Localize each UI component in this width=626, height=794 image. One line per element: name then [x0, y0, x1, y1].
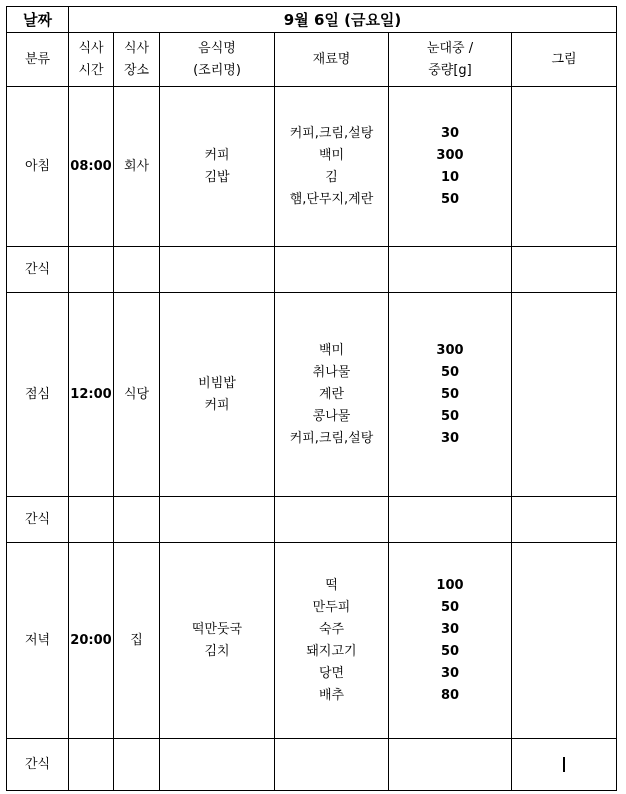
col-picture: 그림 [512, 33, 617, 87]
meal-row-lunch [7, 293, 617, 497]
meal-time [69, 739, 114, 791]
meal-row-dinner [7, 543, 617, 739]
ingredient-list: 떡 만두피 숙주 돼지고기 당면 배추 [275, 543, 389, 739]
column-header-row [7, 33, 617, 87]
meal-category: 간식 [7, 497, 69, 543]
meal-row-snack-1 [7, 247, 617, 293]
amount-list [389, 739, 512, 791]
meal-category: 간식 [7, 247, 69, 293]
meal-category: 점심 [7, 293, 69, 497]
food-list [160, 247, 275, 293]
meal-category: 아침 [7, 87, 69, 247]
meal-place [114, 739, 160, 791]
col-meal-place: 식사 장소 [114, 33, 160, 87]
picture-cell [512, 497, 617, 543]
picture-cell [512, 87, 617, 247]
col-food-name: 음식명 (조리명) [160, 33, 275, 87]
meal-place: 집 [114, 543, 160, 739]
amount-list [389, 497, 512, 543]
food-list: 커피 김밥 [160, 87, 275, 247]
meal-time [69, 247, 114, 293]
amount-list: 30 300 10 50 [389, 87, 512, 247]
food-list: 떡만둣국 김치 [160, 543, 275, 739]
amount-list [389, 247, 512, 293]
date-row [7, 7, 617, 33]
meal-time [69, 497, 114, 543]
meal-category: 저녁 [7, 543, 69, 739]
diet-record-table [6, 6, 617, 791]
text-cursor-icon [563, 757, 565, 772]
meal-time: 20:00 [69, 543, 114, 739]
food-list: 비빔밥 커피 [160, 293, 275, 497]
ingredient-list [275, 247, 389, 293]
meal-place: 회사 [114, 87, 160, 247]
picture-cell [512, 293, 617, 497]
amount-list: 300 50 50 50 30 [389, 293, 512, 497]
col-ingredients: 재료명 [275, 33, 389, 87]
ingredient-list [275, 497, 389, 543]
meal-place: 식당 [114, 293, 160, 497]
col-category: 분류 [7, 33, 69, 87]
ingredient-list: 커피,크림,설탕 백미 김 햄,단무지,계란 [275, 87, 389, 247]
meal-place [114, 247, 160, 293]
meal-row-snack-3 [7, 739, 617, 791]
col-meal-time: 식사 시간 [69, 33, 114, 87]
ingredient-list: 백미 취나물 계란 콩나물 커피,크림,설탕 [275, 293, 389, 497]
date-label: 날짜 [7, 7, 69, 33]
ingredient-list [275, 739, 389, 791]
amount-list: 100 50 30 50 30 80 [389, 543, 512, 739]
food-list [160, 497, 275, 543]
food-list [160, 739, 275, 791]
meal-category: 간식 [7, 739, 69, 791]
meal-time: 08:00 [69, 87, 114, 247]
picture-cell [512, 247, 617, 293]
picture-cell [512, 543, 617, 739]
col-amount: 눈대중 / 중량[g] [389, 33, 512, 87]
meal-row-snack-2 [7, 497, 617, 543]
date-value: 9월 6일 (금요일) [69, 7, 617, 33]
meal-time: 12:00 [69, 293, 114, 497]
meal-row-breakfast [7, 87, 617, 247]
picture-cell[interactable] [512, 739, 617, 791]
meal-place [114, 497, 160, 543]
